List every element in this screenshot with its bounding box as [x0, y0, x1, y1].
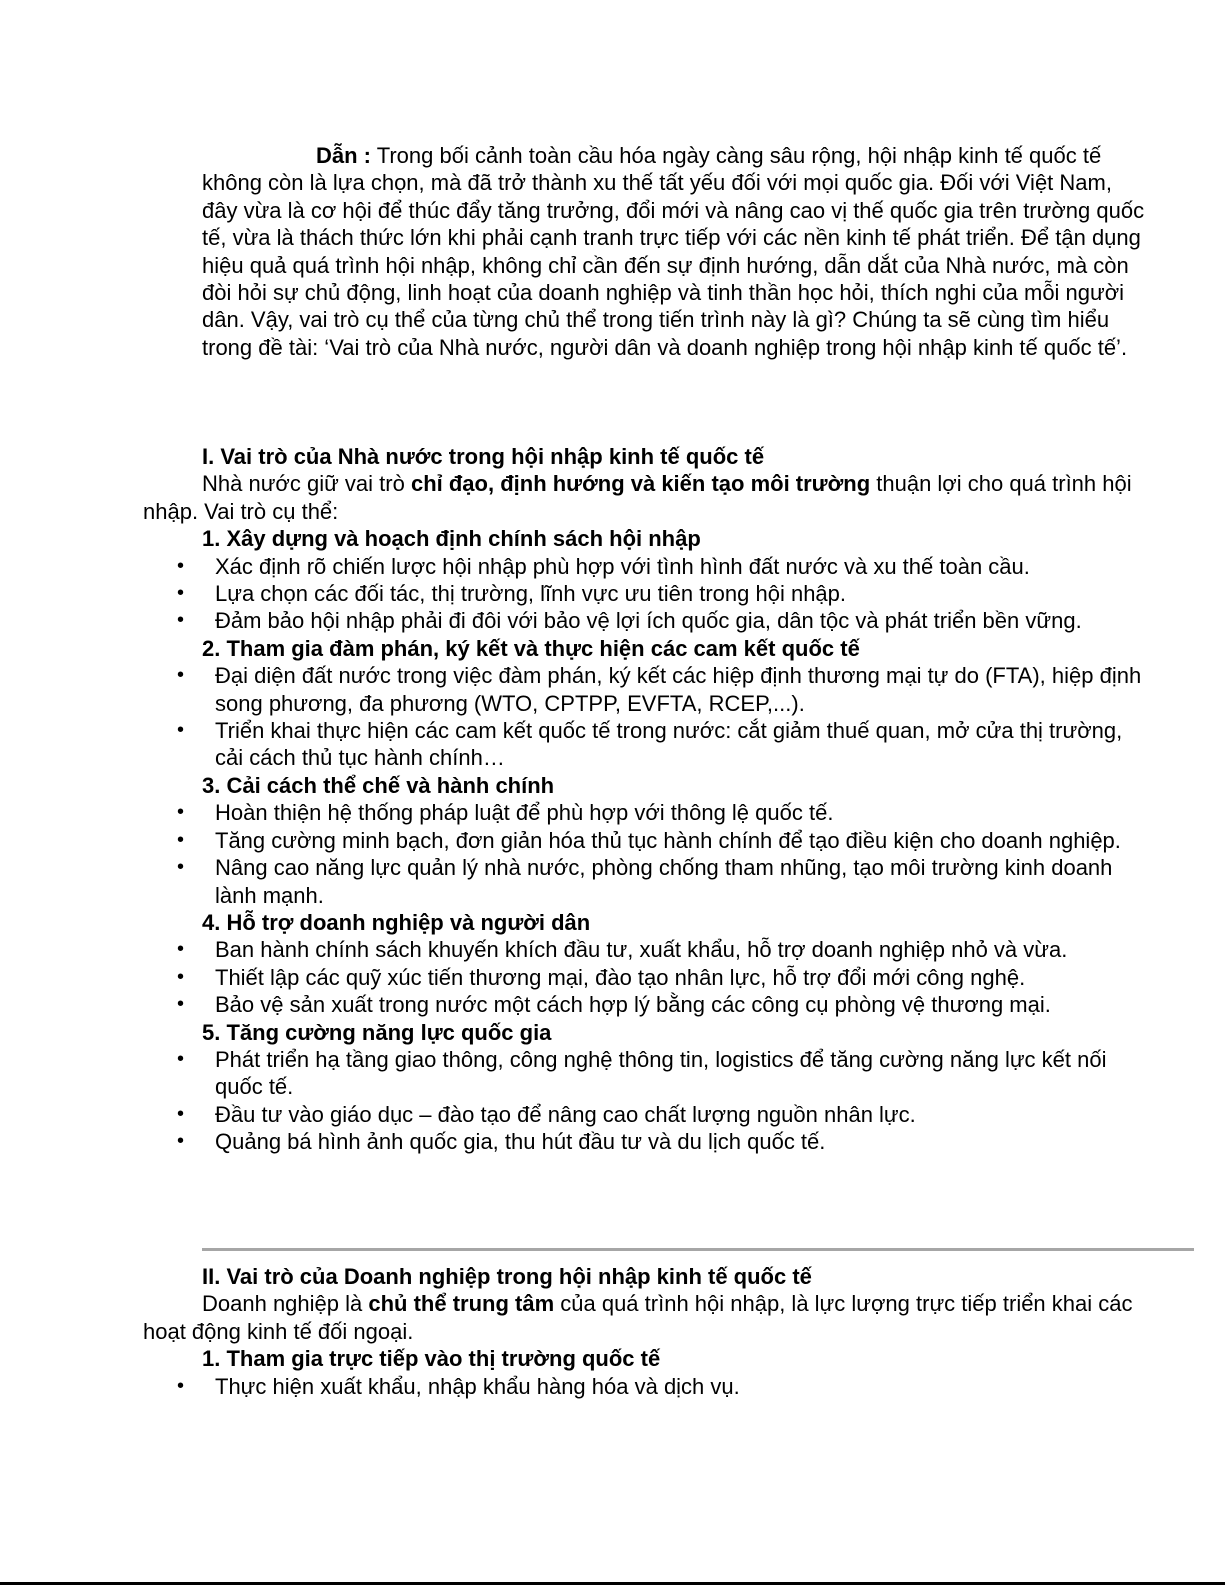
subsection-1-5-title: 5. Tăng cường năng lực quốc gia	[202, 1019, 552, 1045]
list-item: • Hoàn thiện hệ thống pháp luật để phù hợp với thông lệ quốc tế.	[177, 800, 834, 826]
list-item: • Triển khai thực hiện các cam kết quốc tế trong nước: cắt giảm thuế quan, mở cửa thị trường, cải cách thủ tục hành chính…	[177, 718, 1123, 771]
section-enterprise-role	[143, 1263, 1143, 1400]
list-item: • Xác định rõ chiến lược hội nhập phù hợp với tình hình đất nước và xu thế toàn cầu.	[177, 553, 1030, 579]
subsection-1-2-title: 2. Tham gia đàm phán, ký kết và thực hiện các cam kết quốc tế	[202, 635, 860, 661]
section-2-lead: Doanh nghiệp là chủ thể trung tâm của quá trình hội nhập, là lực lượng trực tiếp triển khai các hoạt động kinh tế đối ngoại.	[143, 1291, 1133, 1344]
list-item: • Tăng cường minh bạch, đơn giản hóa thủ tục hành chính để tạo điều kiện cho doanh nghiệp.	[177, 827, 1121, 853]
list-item: • Đại diện đất nước trong việc đàm phán, ký kết các hiệp định thương mại tự do (FTA), hiệp định song phương, đa phương (WTO, CPTPP, EVFTA, RCEP,...).	[177, 663, 1142, 716]
list-item: • Đảm bảo hội nhập phải đi đôi với bảo vệ lợi ích quốc gia, dân tộc và phát triển bền vững.	[177, 608, 1082, 634]
intro-paragraph	[202, 142, 1147, 361]
intro-text: Trong bối cảnh toàn cầu hóa ngày càng sâu rộng, hội nhập kinh tế quốc tế không còn là lựa chọn, mà đã trở thành xu thế tất yếu đối với mọi quốc gia. Đối với Việt Nam, đây vừa là cơ hội để thúc đẩy tăng trưởng, đổi mới và nâng cao vị thế quốc gia trên trường quốc tế, vừa là thách thức lớn khi phải cạnh tranh trực tiếp với các nền kinh tế phát triển. Để tận dụng hiệu quả quá trình hội nhập, không chỉ cần đến sự định hướng, dẫn dắt của Nhà nước, mà còn đòi hỏi sự chủ động, linh hoạt của doanh nghiệp và tinh thần học hỏi, thích nghi của mỗi người dân. Vậy, vai trò cụ thể của từng chủ thể trong tiến trình này là gì? Chúng ta sẽ cùng tìm hiểu trong đề tài: ‘Vai trò của Nhà nước, người dân và doanh nghiệp trong hội nhập kinh tế quốc tế’.	[202, 143, 1145, 360]
subsection-1-1-title: 1. Xây dựng và hoạch định chính sách hội nhập	[202, 526, 701, 552]
list-item: • Quảng bá hình ảnh quốc gia, thu hút đầu tư và du lịch quốc tế.	[177, 1129, 826, 1155]
subsection-1-4-list	[143, 936, 1143, 1018]
section-1-title: I. Vai trò của Nhà nước trong hội nhập kinh tế quốc tế	[202, 444, 765, 469]
subsection-1-3-title: 3. Cải cách thể chế và hành chính	[202, 772, 555, 798]
list-item: • Thiết lập các quỹ xúc tiến thương mại, đào tạo nhân lực, hỗ trợ đổi mới công nghệ.	[177, 964, 1026, 990]
section-divider	[202, 1248, 1194, 1251]
subsection-1-4-title: 4. Hỗ trợ doanh nghiệp và người dân	[202, 909, 591, 935]
list-item: • Ban hành chính sách khuyến khích đầu tư, xuất khẩu, hỗ trợ doanh nghiệp nhỏ và vừa.	[177, 937, 1068, 963]
section-state-role	[143, 443, 1143, 1156]
subsection-1-1-list	[143, 553, 1143, 635]
subsection-1-2-list	[143, 662, 1143, 772]
list-item: • Nâng cao năng lực quản lý nhà nước, phòng chống tham nhũng, tạo môi trường kinh doanh lành mạnh.	[177, 855, 1113, 908]
list-item: • Đầu tư vào giáo dục – đào tạo để nâng cao chất lượng nguồn nhân lực.	[177, 1101, 916, 1127]
subsection-1-5-list	[143, 1046, 1143, 1156]
subsection-1-3-list	[143, 799, 1143, 909]
section-1-lead: Nhà nước giữ vai trò chỉ đạo, định hướng và kiến tạo môi trường thuận lợi cho quá trình hội nhập. Vai trò cụ thể:	[143, 471, 1132, 524]
list-item: • Phát triển hạ tầng giao thông, công nghệ thông tin, logistics để tăng cường năng lực kết nối quốc tế.	[177, 1046, 1107, 1100]
list-item: • Thực hiện xuất khẩu, nhập khẩu hàng hóa và dịch vụ.	[177, 1373, 740, 1399]
list-item: • Lựa chọn các đối tác, thị trường, lĩnh vực ưu tiên trong hội nhập.	[177, 581, 847, 607]
intro-label: Dẫn :	[316, 143, 371, 168]
subsection-2-1-list	[143, 1373, 1143, 1400]
section-2-title: II. Vai trò của Doanh nghiệp trong hội nhập kinh tế quốc tế	[202, 1264, 812, 1289]
list-item: • Bảo vệ sản xuất trong nước một cách hợp lý bằng các công cụ phòng vệ thương mại.	[177, 992, 1051, 1018]
subsection-2-1-title: 1. Tham gia trực tiếp vào thị trường quốc tế	[202, 1346, 661, 1372]
